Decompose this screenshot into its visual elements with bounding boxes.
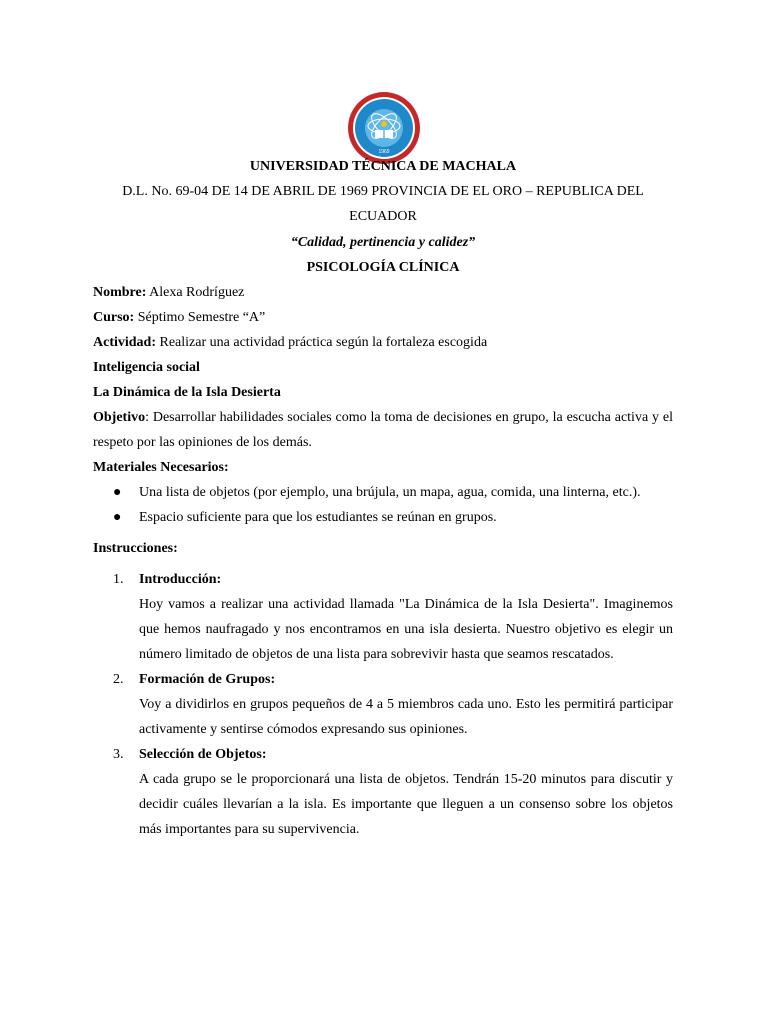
step-number: 1. [113, 572, 124, 587]
list-item [93, 742, 673, 842]
actividad-line [93, 330, 673, 355]
document-body [93, 280, 673, 842]
nombre-label: Nombre: [93, 285, 147, 300]
actividad-value: Realizar una actividad práctica según la fortaleza escogida [156, 335, 488, 350]
instrucciones-heading: Instrucciones: [93, 541, 178, 556]
step-text: Voy a dividirlos en grupos pequeños de 4 a 5 miembros cada uno. Esto les permitirá participar activamente y sentirse cómodos expresando sus opiniones. [139, 697, 673, 737]
objetivo-value: : Desarrollar habilidades sociales como la toma de decisiones en grupo, la escucha activa y el respeto por las opiniones de los demás. [93, 410, 673, 450]
decree-line: D.L. No. 69-04 DE 14 DE ABRIL DE 1969 PROVINCIA DE EL ORO – REPUBLICA DEL ECUADOR [122, 184, 644, 224]
bullet-icon: ● [113, 485, 122, 500]
curso-line [93, 305, 673, 330]
list-item [93, 567, 673, 667]
step-number: 3. [113, 747, 124, 762]
step-number: 2. [113, 672, 124, 687]
curso-value: Séptimo Semestre “A” [134, 310, 266, 325]
step-title: Selección de Objetos: [139, 747, 267, 762]
step-text: Hoy vamos a realizar una actividad llamada "La Dinámica de la Isla Desierta". Imaginemos que hemos naufragado y nos encontramos en una isla desierta. Nuestro objetivo es elegir un número limitado de objetos de una lista para sobrevivir hasta que seamos rescatados. [139, 597, 673, 662]
objetivo-paragraph [93, 405, 673, 455]
instrucciones-list [93, 567, 673, 842]
step-title: Introducción: [139, 572, 222, 587]
curso-label: Curso: [93, 310, 135, 325]
strength-heading: Inteligencia social [93, 360, 200, 375]
seal-year: 1969 [378, 149, 390, 155]
course-title: PSICOLOGÍA CLÍNICA [306, 260, 460, 275]
objetivo-label: Objetivo [93, 410, 146, 425]
actividad-label: Actividad: [93, 335, 156, 350]
list-item: ● Una lista de objetos (por ejemplo, una brújula, un mapa, agua, comida, una linterna, etc.). [93, 480, 673, 505]
activity-title: La Dinámica de la Isla Desierta [93, 385, 281, 400]
step-text: A cada grupo se le proporcionará una lista de objetos. Tendrán 15-20 minutos para discutir y decidir cuáles llevarían a la isla. Es importante que lleguen a un consenso sobre los objetos más importantes para su supervivencia. [139, 772, 673, 837]
nombre-line [93, 280, 673, 305]
bullet-icon: ● [113, 510, 122, 525]
motto: “Calidad, pertinencia y calidez” [290, 235, 476, 250]
list-item: ● Espacio suficiente para que los estudiantes se reúnan en grupos. [93, 505, 673, 530]
materiales-heading: Materiales Necesarios: [93, 460, 229, 475]
step-title: Formación de Grupos: [139, 672, 276, 687]
nombre-value: Alexa Rodríguez [146, 285, 245, 300]
list-item [93, 667, 673, 742]
materiales-list [93, 480, 673, 530]
university-name: UNIVERSIDAD TÉCNICA DE MACHALA [249, 159, 517, 174]
